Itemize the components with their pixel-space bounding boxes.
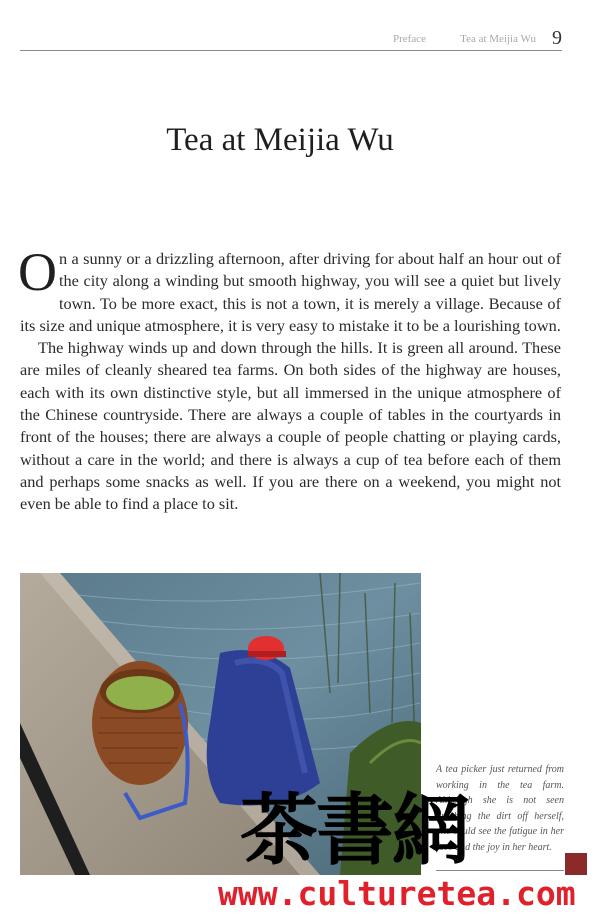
chapter-title: Tea at Meijia Wu xyxy=(166,122,394,158)
header-section: Preface xyxy=(393,33,426,45)
running-header xyxy=(20,28,562,51)
watermark-url: www.culturetea.com xyxy=(218,874,576,913)
watermark-logo: 茶書網 xyxy=(240,785,469,876)
paragraph-1-text: n a sunny or a drizzling afternoon, after driving for about half an hour out of the city along a winding but smooth highway, you will see a quiet but lively town. To be more exact, this is not a town, it is merely a village. Because of its size and unique atmosphere, it is very easy to mistake it to be a lourishing town. xyxy=(20,249,561,335)
paragraph-1 xyxy=(18,242,561,337)
seal-stamp xyxy=(565,853,587,875)
drop-cap: O xyxy=(18,242,57,302)
page-number: 9 xyxy=(552,27,562,49)
photo-caption: A tea picker just returned from working in the tea farm. Although she is not seen brushing the dirt off herself, one could see the fatigue in her face and the joy in her heart. xyxy=(436,764,564,853)
article-body xyxy=(18,242,561,516)
header-chapter: Tea at Meijia Wu xyxy=(460,33,536,45)
paragraph-2: The highway winds up and down through the hills. It is green all around. These are miles of cleanly sheared tea farms. On both sides of the highway are houses, each with its own distinctive style, but all immersed in the unique atmosphere of the Chinese countryside. There are always a couple of tables in the courtyards in front of the houses; there are always a couple of people chatting or playing cards, without a care in the world; and there is always a cup of tea before each of them and perhaps some snacks as well. If you are there on a weekend, you might not even be able to find a place to sit. xyxy=(20,338,561,514)
